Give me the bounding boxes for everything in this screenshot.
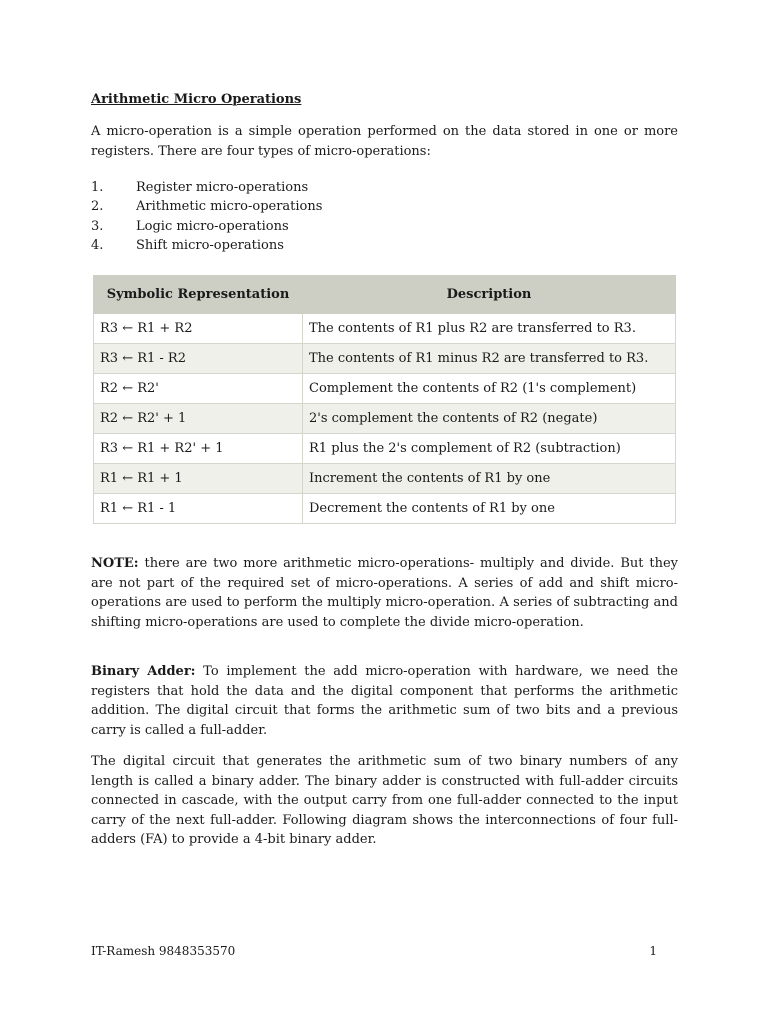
table-row xyxy=(94,494,676,524)
list-item xyxy=(91,178,678,197)
table-row xyxy=(94,314,676,344)
table-cell-symbolic: R2 ← R2' + 1 xyxy=(94,404,303,434)
table-cell-symbolic: R1 ← R1 - 1 xyxy=(94,494,303,524)
document-page xyxy=(91,90,678,850)
table-row xyxy=(94,464,676,494)
table-cell-symbolic: R3 ← R1 + R2' + 1 xyxy=(94,434,303,464)
list-number: 1. xyxy=(91,180,104,195)
note-label: NOTE: xyxy=(91,556,139,572)
page-footer xyxy=(91,944,657,958)
list-item xyxy=(91,217,678,236)
table-cell-description: R1 plus the 2's complement of R2 (subtraction) xyxy=(303,434,676,464)
table-cell-description: Increment the contents of R1 by one xyxy=(303,464,676,494)
note-paragraph xyxy=(91,554,678,632)
table-cell-description: The contents of R1 minus R2 are transferred to R3. xyxy=(303,344,676,374)
table-cell-symbolic: R3 ← R1 + R2 xyxy=(94,314,303,344)
binary-adder-label: Binary Adder: xyxy=(91,664,196,680)
list-label: Arithmetic micro-operations xyxy=(136,199,323,215)
intro-paragraph: A micro-operation is a simple operation performed on the data stored in one or more registers. There are four types of micro-operations: xyxy=(91,124,678,159)
binary-adder-text: To implement the add micro-operation with hardware, we need the registers that hold the data and the digital component that performs the arithmetic addition. The digital circuit that forms the arithmetic sum of two bits and a previous carry is called a full-adder. xyxy=(91,664,678,738)
table-cell-description: Complement the contents of R2 (1's complement) xyxy=(303,374,676,404)
page-title: Arithmetic Micro Operations xyxy=(91,92,302,107)
list-number: 3. xyxy=(91,218,104,234)
table-cell-description: Decrement the contents of R1 by one xyxy=(303,494,676,524)
column-header-description: Description xyxy=(303,276,676,314)
table-row xyxy=(94,404,676,434)
table-cell-description: 2's complement the contents of R2 (negate) xyxy=(303,404,676,434)
table-row xyxy=(94,374,676,404)
binary-adder-description-paragraph: The digital circuit that generates the arithmetic sum of two binary numbers of any length is called a binary adder. The binary adder is constructed with full-adder circuits connected in cascade, with the output carry from one full-adder connected to the input carry of the next full-adder. Following diagram shows the interconnections of four full-adders (FA) to provide a 4-bit binary adder. xyxy=(91,754,678,848)
note-text: there are two more arithmetic micro-operations- multiply and divide. But they are not part of the required set of micro-operations. A series of add and shift micro-operations are used to perform the multiply micro-operation. A series of subtracting and shifting micro-operations are used to complete the divide micro-operation. xyxy=(91,556,678,630)
list-item xyxy=(91,236,678,255)
list-label: Logic micro-operations xyxy=(136,218,289,234)
list-number: 4. xyxy=(91,237,104,253)
list-label: Shift micro-operations xyxy=(136,237,284,253)
table-cell-symbolic: R3 ← R1 - R2 xyxy=(94,344,303,374)
table-row xyxy=(94,344,676,374)
table-row xyxy=(94,434,676,464)
table-cell-description: The contents of R1 plus R2 are transferred to R3. xyxy=(303,314,676,344)
micro-operation-types-list xyxy=(91,178,678,255)
list-item xyxy=(91,197,678,216)
list-label: Register micro-operations xyxy=(136,180,309,195)
table-cell-symbolic: R2 ← R2' xyxy=(94,374,303,404)
list-number: 2. xyxy=(91,199,104,215)
micro-operations-table xyxy=(93,275,676,524)
table-header-row xyxy=(94,276,676,314)
page-number: 1 xyxy=(649,944,657,958)
binary-adder-paragraph xyxy=(91,662,678,740)
footer-author: IT-Ramesh 9848353570 xyxy=(91,944,236,958)
table-cell-symbolic: R1 ← R1 + 1 xyxy=(94,464,303,494)
column-header-symbolic: Symbolic Representation xyxy=(94,276,303,314)
